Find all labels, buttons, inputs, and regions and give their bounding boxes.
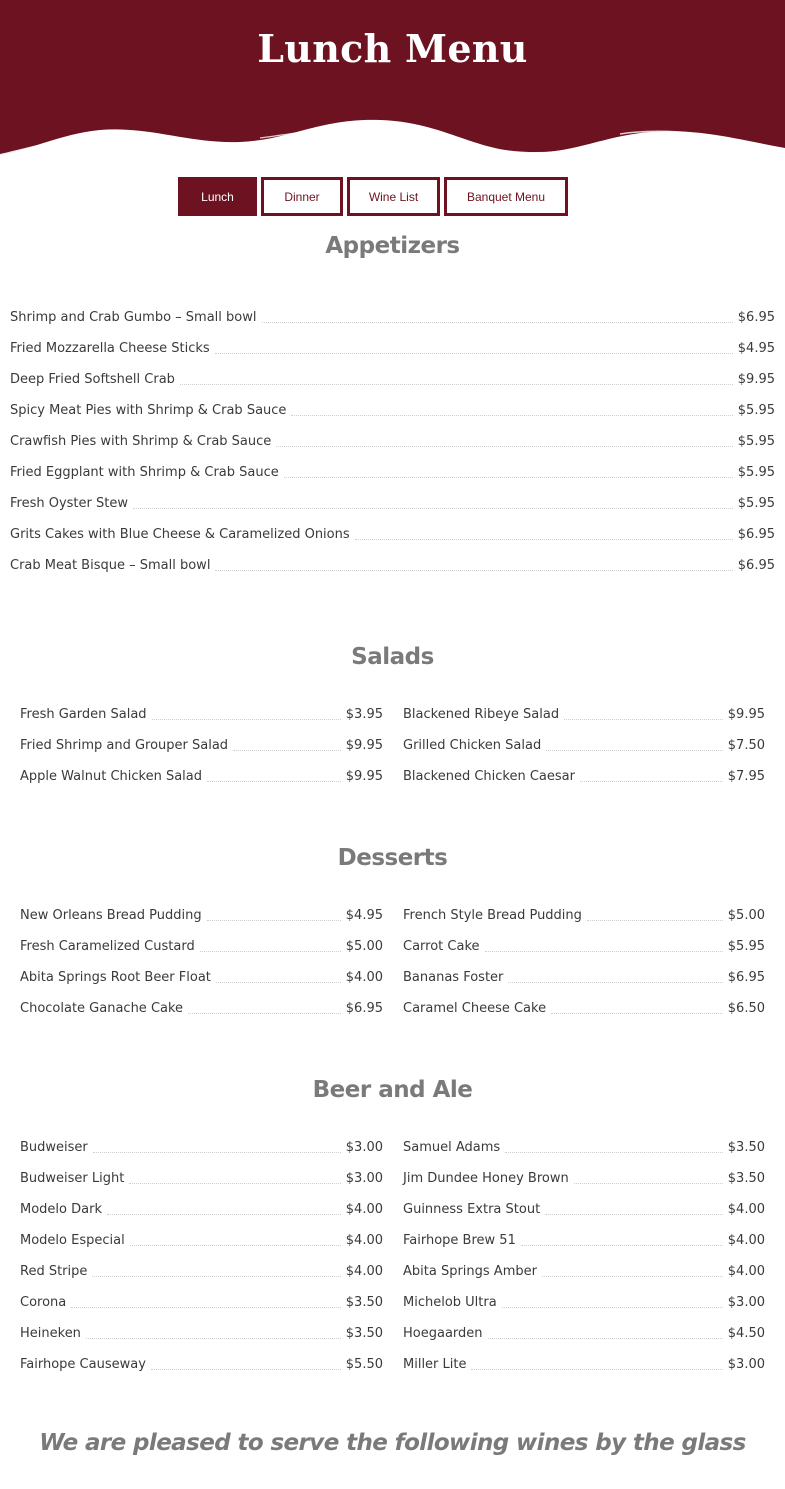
item-name: Grits Cakes with Blue Cheese & Caramelized Onions bbox=[10, 527, 350, 542]
dot-leader bbox=[505, 1152, 723, 1153]
dot-leader bbox=[488, 1338, 723, 1339]
dot-leader bbox=[215, 570, 732, 571]
list-item bbox=[10, 305, 775, 325]
item-price: $5.95 bbox=[737, 496, 775, 511]
item-price: $9.95 bbox=[345, 738, 383, 753]
item-name: Deep Fried Softshell Crab bbox=[10, 372, 175, 387]
dot-leader bbox=[188, 1013, 341, 1014]
list-item bbox=[403, 1290, 765, 1310]
list-item bbox=[10, 460, 775, 480]
list-item bbox=[403, 996, 765, 1016]
item-name: Abita Springs Amber bbox=[403, 1264, 537, 1279]
item-name: Blackened Chicken Caesar bbox=[403, 769, 575, 784]
dot-leader bbox=[216, 982, 341, 983]
list-item bbox=[20, 996, 383, 1016]
list-item bbox=[10, 522, 775, 542]
item-price: $7.50 bbox=[727, 738, 765, 753]
item-price: $5.95 bbox=[737, 465, 775, 480]
list-item bbox=[403, 965, 765, 985]
item-name: Grilled Chicken Salad bbox=[403, 738, 542, 753]
item-price: $9.95 bbox=[727, 707, 765, 722]
list-item bbox=[403, 733, 765, 753]
item-name: Spicy Meat Pies with Shrimp & Crab Sauce bbox=[10, 403, 287, 418]
item-name: Fried Shrimp and Grouper Salad bbox=[20, 738, 229, 753]
list-item bbox=[403, 1228, 765, 1248]
dot-leader bbox=[151, 1369, 341, 1370]
item-name: Miller Lite bbox=[403, 1357, 467, 1372]
dot-leader bbox=[546, 750, 723, 751]
item-price: $6.50 bbox=[727, 1001, 765, 1016]
item-price: $4.00 bbox=[727, 1233, 765, 1248]
dot-leader bbox=[542, 1276, 723, 1277]
item-price: $4.00 bbox=[727, 1202, 765, 1217]
dot-leader bbox=[92, 1276, 340, 1277]
dot-leader bbox=[284, 477, 733, 478]
item-price: $5.50 bbox=[345, 1357, 383, 1372]
list-item bbox=[20, 965, 383, 985]
item-price: $4.00 bbox=[345, 1264, 383, 1279]
item-price: $5.00 bbox=[727, 908, 765, 923]
item-name: Crab Meat Bisque – Small bowl bbox=[10, 558, 211, 573]
item-price: $6.95 bbox=[345, 1001, 383, 1016]
dot-leader bbox=[200, 951, 341, 952]
list-item bbox=[20, 1352, 383, 1372]
item-name: Blackened Ribeye Salad bbox=[403, 707, 560, 722]
wines-by-glass-heading: We are pleased to serve the following wines by the glass bbox=[39, 1430, 746, 1456]
dot-leader bbox=[502, 1307, 723, 1308]
list-item bbox=[10, 491, 775, 511]
item-name: Fairhope Brew 51 bbox=[403, 1233, 516, 1248]
list-item bbox=[10, 429, 775, 449]
item-price: $3.00 bbox=[345, 1171, 383, 1186]
item-price: $3.95 bbox=[345, 707, 383, 722]
item-price: $6.95 bbox=[737, 527, 775, 542]
dot-leader bbox=[485, 951, 723, 952]
item-price: $9.95 bbox=[737, 372, 775, 387]
list-item bbox=[403, 1135, 765, 1155]
item-name: Fresh Oyster Stew bbox=[10, 496, 128, 511]
item-price: $4.00 bbox=[345, 1233, 383, 1248]
item-price: $3.50 bbox=[727, 1140, 765, 1155]
item-name: Chocolate Ganache Cake bbox=[20, 1001, 184, 1016]
item-name: Budweiser bbox=[20, 1140, 88, 1155]
list-item bbox=[10, 367, 775, 387]
list-item bbox=[10, 336, 775, 356]
item-name: Shrimp and Crab Gumbo – Small bowl bbox=[10, 310, 257, 325]
item-name: Fairhope Causeway bbox=[20, 1357, 146, 1372]
item-price: $3.00 bbox=[727, 1357, 765, 1372]
list-item bbox=[403, 1321, 765, 1341]
item-name: Crawfish Pies with Shrimp & Crab Sauce bbox=[10, 434, 272, 449]
page-title: Lunch Menu bbox=[257, 26, 528, 71]
item-price: $4.50 bbox=[727, 1326, 765, 1341]
dot-leader bbox=[152, 719, 341, 720]
item-name: Heineken bbox=[20, 1326, 81, 1341]
dot-leader bbox=[233, 750, 341, 751]
dot-leader bbox=[180, 384, 733, 385]
item-name: Bananas Foster bbox=[403, 970, 504, 985]
tab-wine-list[interactable]: Wine List bbox=[347, 177, 440, 216]
item-price: $7.95 bbox=[727, 769, 765, 784]
item-name: Red Stripe bbox=[20, 1264, 88, 1279]
item-price: $5.95 bbox=[727, 939, 765, 954]
item-price: $4.00 bbox=[345, 1202, 383, 1217]
item-price: $9.95 bbox=[345, 769, 383, 784]
list-item bbox=[403, 1197, 765, 1217]
item-price: $6.95 bbox=[737, 558, 775, 573]
dot-leader bbox=[355, 539, 733, 540]
list-item bbox=[20, 1228, 383, 1248]
item-name: Modelo Dark bbox=[20, 1202, 102, 1217]
item-name: Abita Springs Root Beer Float bbox=[20, 970, 211, 985]
list-item bbox=[403, 764, 765, 784]
list-item bbox=[403, 702, 765, 722]
list-item bbox=[10, 398, 775, 418]
item-name: New Orleans Bread Pudding bbox=[20, 908, 202, 923]
list-item bbox=[20, 702, 383, 722]
item-name: Jim Dundee Honey Brown bbox=[403, 1171, 569, 1186]
appetizers-heading: Appetizers bbox=[325, 233, 460, 259]
item-price: $4.00 bbox=[345, 970, 383, 985]
dot-leader bbox=[471, 1369, 722, 1370]
list-item bbox=[20, 1290, 383, 1310]
dot-leader bbox=[130, 1245, 341, 1246]
dot-leader bbox=[71, 1307, 341, 1308]
item-name: Fried Eggplant with Shrimp & Crab Sauce bbox=[10, 465, 279, 480]
item-name: Samuel Adams bbox=[403, 1140, 501, 1155]
item-price: $3.50 bbox=[727, 1171, 765, 1186]
dot-leader bbox=[587, 920, 723, 921]
tab-dinner[interactable]: Dinner bbox=[261, 177, 343, 216]
item-price: $6.95 bbox=[727, 970, 765, 985]
dot-leader bbox=[564, 719, 723, 720]
dot-leader bbox=[207, 781, 341, 782]
item-price: $3.00 bbox=[727, 1295, 765, 1310]
dot-leader bbox=[133, 508, 733, 509]
menu-tabs bbox=[0, 177, 785, 216]
dot-leader bbox=[129, 1183, 340, 1184]
item-name: Hoegaarden bbox=[403, 1326, 483, 1341]
dot-leader bbox=[262, 322, 733, 323]
item-price: $4.95 bbox=[737, 341, 775, 356]
desserts-heading: Desserts bbox=[337, 845, 448, 871]
item-name: Apple Walnut Chicken Salad bbox=[20, 769, 203, 784]
dot-leader bbox=[86, 1338, 341, 1339]
list-item bbox=[403, 903, 765, 923]
list-item bbox=[403, 1166, 765, 1186]
dot-leader bbox=[215, 353, 733, 354]
list-item bbox=[20, 764, 383, 784]
dot-leader bbox=[107, 1214, 341, 1215]
item-name: Carrot Cake bbox=[403, 939, 480, 954]
item-name: Fresh Caramelized Custard bbox=[20, 939, 195, 954]
item-price: $5.95 bbox=[737, 434, 775, 449]
dot-leader bbox=[508, 982, 722, 983]
item-price: $5.00 bbox=[345, 939, 383, 954]
dot-leader bbox=[291, 415, 732, 416]
item-name: Caramel Cheese Cake bbox=[403, 1001, 547, 1016]
item-name: Michelob Ultra bbox=[403, 1295, 497, 1310]
dot-leader bbox=[93, 1152, 341, 1153]
list-item bbox=[403, 1352, 765, 1372]
item-price: $5.95 bbox=[737, 403, 775, 418]
list-item bbox=[20, 733, 383, 753]
list-item bbox=[403, 1259, 765, 1279]
item-name: French Style Bread Pudding bbox=[403, 908, 582, 923]
item-name: Guinness Extra Stout bbox=[403, 1202, 541, 1217]
list-item bbox=[10, 553, 775, 573]
header-wave-banner bbox=[0, 0, 785, 165]
item-name: Modelo Especial bbox=[20, 1233, 125, 1248]
list-item bbox=[20, 1135, 383, 1155]
tab-lunch[interactable]: Lunch bbox=[178, 177, 257, 216]
dot-leader bbox=[580, 781, 723, 782]
item-price: $4.95 bbox=[345, 908, 383, 923]
item-price: $4.00 bbox=[727, 1264, 765, 1279]
dot-leader bbox=[521, 1245, 723, 1246]
list-item bbox=[403, 934, 765, 954]
dot-leader bbox=[551, 1013, 723, 1014]
item-name: Budweiser Light bbox=[20, 1171, 125, 1186]
list-item bbox=[20, 1321, 383, 1341]
item-name: Corona bbox=[20, 1295, 67, 1310]
list-item bbox=[20, 1166, 383, 1186]
list-item bbox=[20, 1197, 383, 1217]
item-name: Fresh Garden Salad bbox=[20, 707, 147, 722]
dot-leader bbox=[276, 446, 733, 447]
item-price: $3.50 bbox=[345, 1326, 383, 1341]
item-name: Fried Mozzarella Cheese Sticks bbox=[10, 341, 210, 356]
dot-leader bbox=[545, 1214, 723, 1215]
tab-banquet-menu[interactable]: Banquet Menu bbox=[444, 177, 568, 216]
beer-heading: Beer and Ale bbox=[312, 1077, 473, 1103]
list-item bbox=[20, 934, 383, 954]
item-price: $3.50 bbox=[345, 1295, 383, 1310]
item-price: $3.00 bbox=[345, 1140, 383, 1155]
dot-leader bbox=[574, 1183, 723, 1184]
list-item bbox=[20, 1259, 383, 1279]
list-item bbox=[20, 903, 383, 923]
dot-leader bbox=[207, 920, 341, 921]
page-header bbox=[0, 0, 785, 165]
salads-heading: Salads bbox=[351, 644, 434, 670]
item-price: $6.95 bbox=[737, 310, 775, 325]
